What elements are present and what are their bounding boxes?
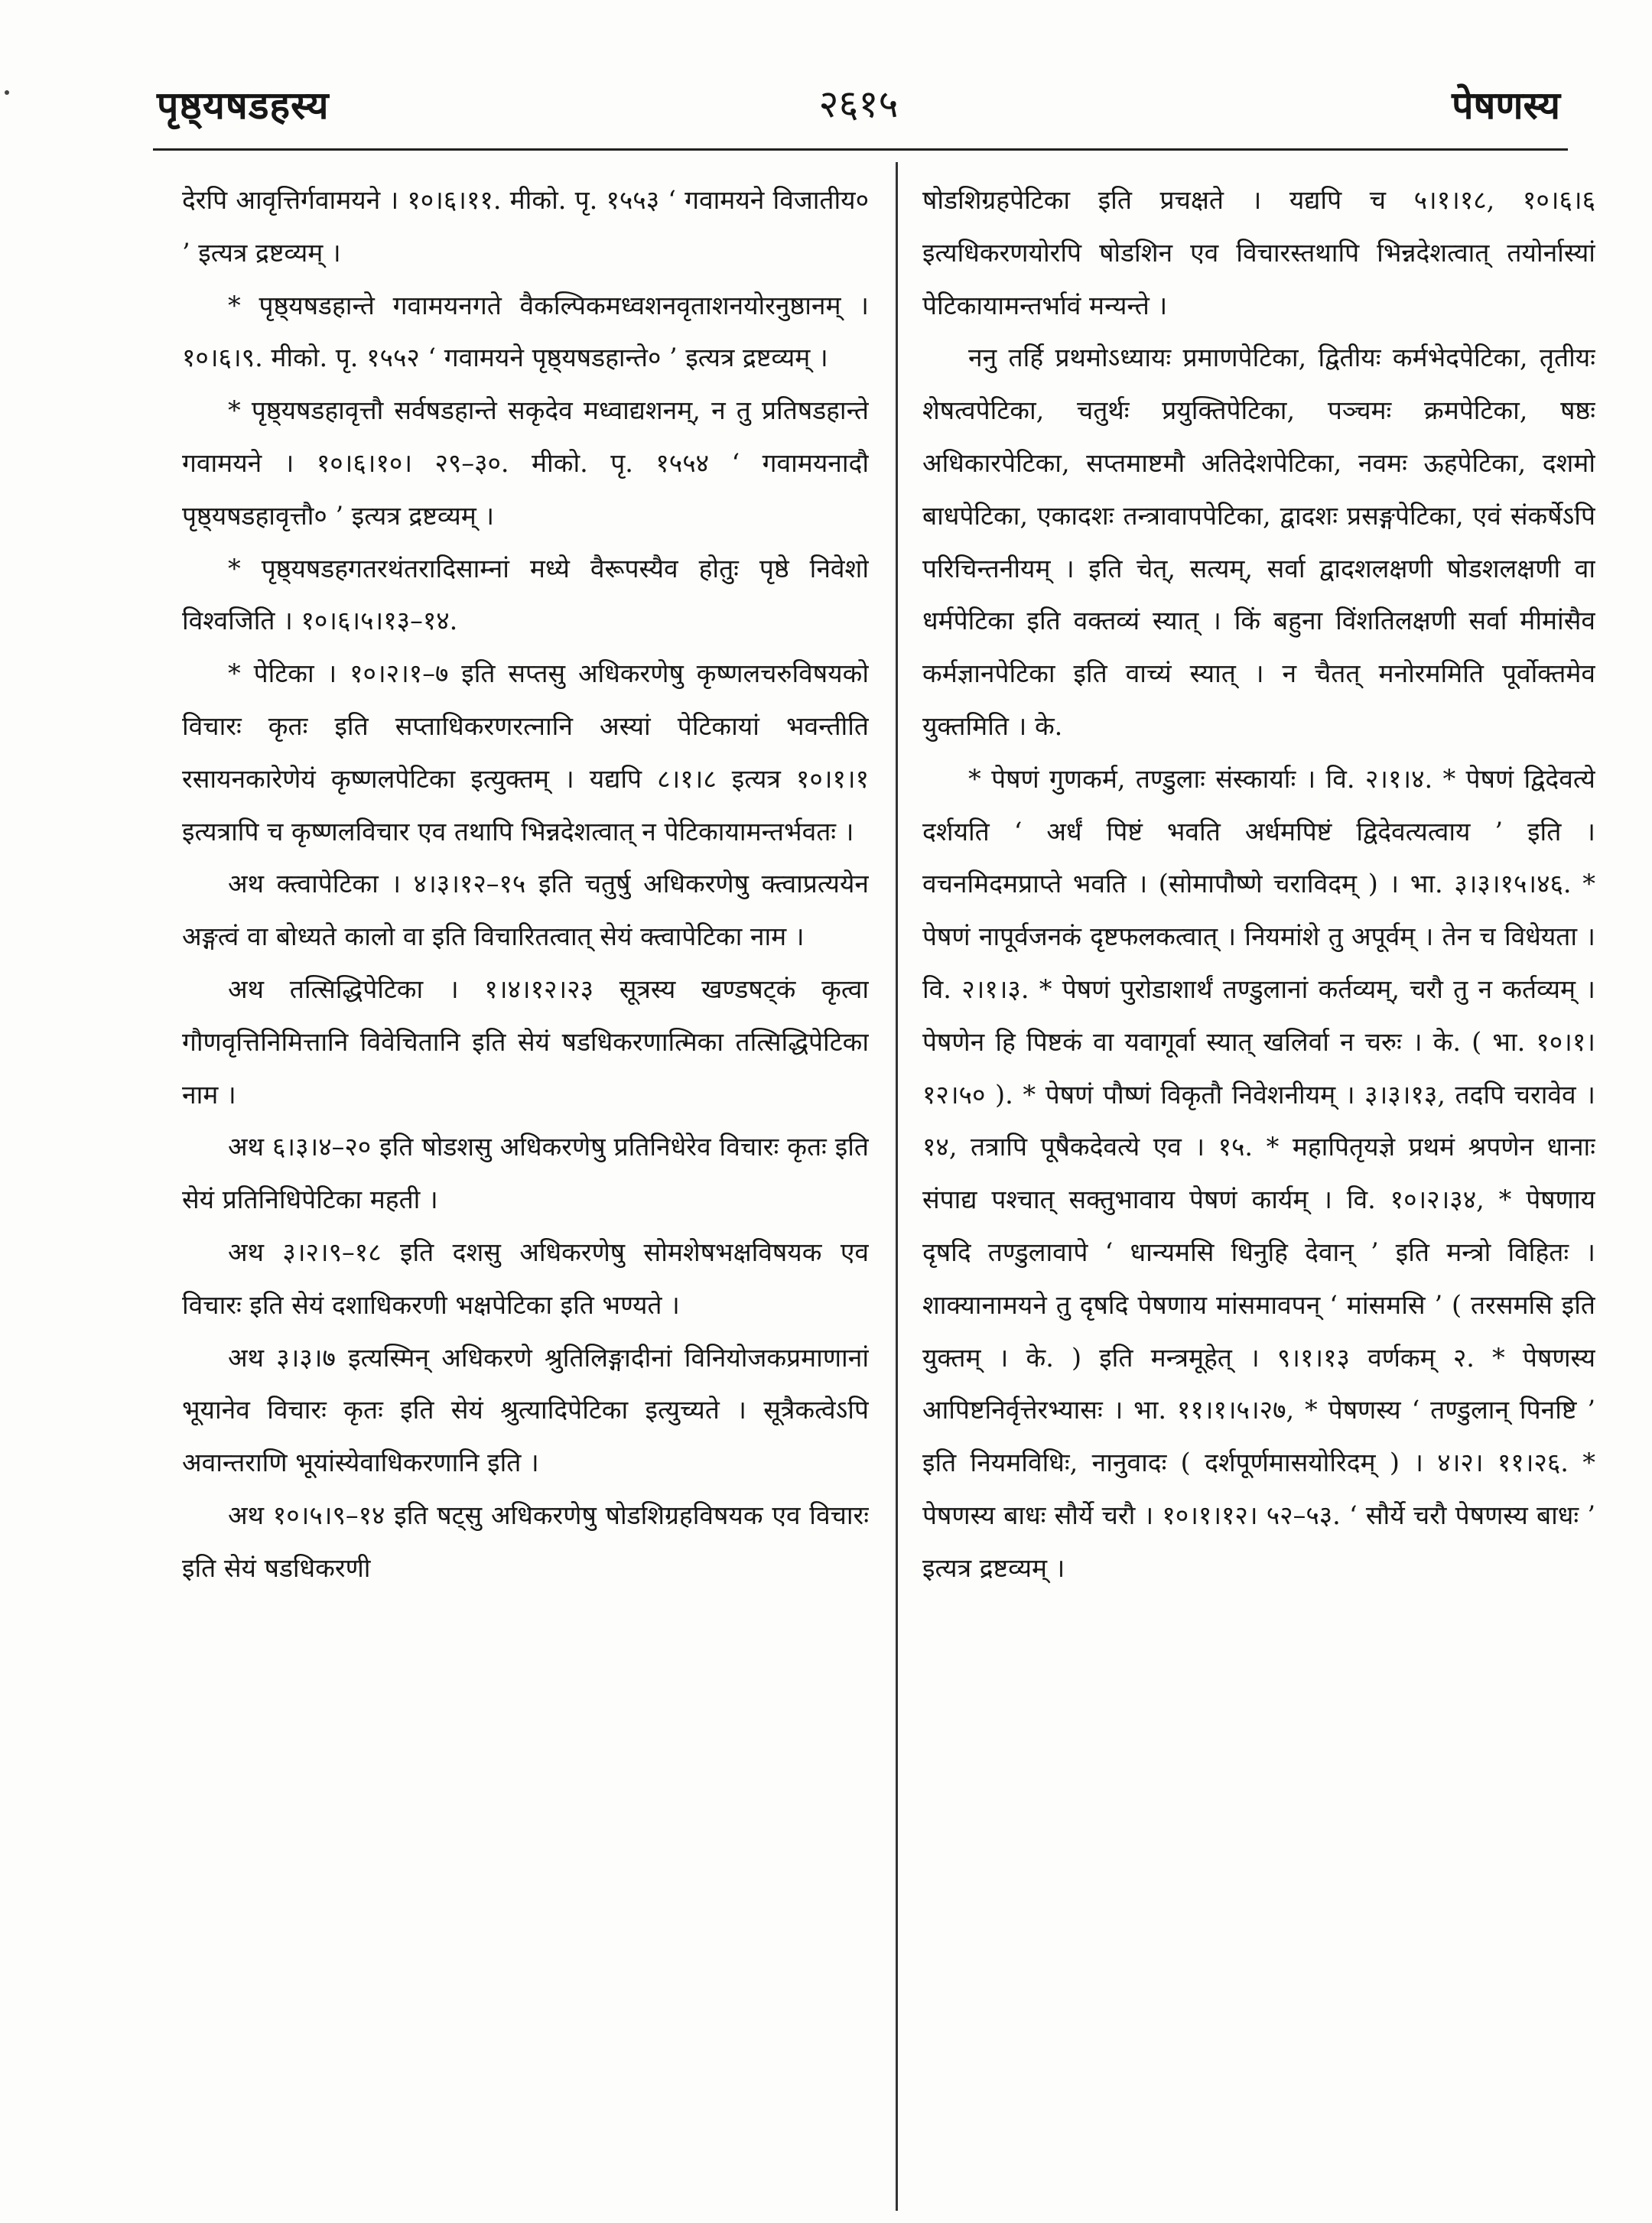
header-right-catchword: पेषणस्य xyxy=(1452,83,1560,128)
header-left-catchword: पृष्ठ्यषडहस्य xyxy=(157,83,330,128)
scan-mark xyxy=(5,90,9,95)
right-column xyxy=(922,174,1595,2212)
header-rule xyxy=(153,148,1568,151)
left-paragraph: देरपि आवृत्तिर्गवामयने । १०।६।११. मीको. पृ. १५५३ ‘ गवामयने विजातीय० ’ इत्यत्र द्रष्टव्यम् । xyxy=(182,185,869,268)
left-column xyxy=(182,174,869,2212)
page-header xyxy=(157,70,1560,141)
right-paragraph: ननु तर्हि प्रथमोऽध्यायः प्रमाणपेटिका, द्वितीयः कर्मभेदपेटिका, तृतीयः शेषत्वपेटिका, चतुर्थः प्रयुक्तिपेटिका, पञ्चमः क्रमपेटिका, षष्ठः अधिकारपेटिका, सप्तमाष्टमौ अतिदेशपेटिका, नवमः ऊहपेटिका, दशमो बाधपेटिका, एकादशः तन्त्रावापपेटिका, द्वादशः प्रसङ्गपेटिका, एवं संकर्षेऽपि परिचिन्तनीयम् । इति चेत्, सत्यम्, सर्वा द्वादशलक्षणी षोडशलक्षणी वा धर्मपेटिका इति वक्तव्यं स्यात् । किं बहुना विंशतिलक्षणी सर्वा मीमांसैव कर्मज्ञानपेटिका इति वाच्यं स्यात् । न चैतत् मनोरममिति पूर्वोक्तमेव युक्तमिति । के. xyxy=(922,343,1595,741)
left-paragraph: अथ तत्सिद्धिपेटिका । १।४।१२।२३ सूत्रस्य खण्डषट्कं कृत्वा गौणवृत्तिनिमित्तानि विवेचितानि इति सेयं षडधिकरणात्मिका तत्सिद्धिपेटिका नाम । xyxy=(182,973,869,1110)
left-paragraph: * पृष्ठ्यषडहावृत्तौ सर्वषडहान्ते सकृदेव मध्वाद्यशनम्, न तु प्रतिषडहान्ते गवामयने । १०।६।१०। २९–३०. मीको. पृ. १५५४ ‘ गवामयनादौ पृष्ठ्यषडहावृत्तौ० ’ इत्यत्र द्रष्टव्यम् । xyxy=(182,395,869,531)
left-paragraph: * पृष्ठ्यषडहान्ते गवामयनगते वैकल्पिकमध्वशनवृताशनयोरनुष्ठानम् । १०।६।९. मीको. पृ. १५५२ ‘ गवामयने पृष्ठ्यषडहान्ते० ’ इत्यत्र द्रष्टव्यम् । xyxy=(182,290,869,373)
left-paragraph: अथ १०।५।९–१४ इति षट्सु अधिकरणेषु षोडशिग्रहविषयक एव विचारः इति सेयं षडधिकरणी xyxy=(182,1500,869,1583)
left-paragraph: * पृष्ठ्यषडहगतरथंतरादिसाम्नां मध्ये वैरूपस्यैव होतुः पृष्ठे निवेशो विश्वजिति । १०।६।५।१३–१४. xyxy=(182,553,869,636)
right-paragraph: षोडशिग्रहपेटिका इति प्रचक्षते । यद्यपि च ५।१।१८, १०।६।६ इत्यधिकरणयोरपि षोडशिन एव विचारस्तथापि भिन्नदेशत्वात् तयोर्नास्यां पेटिकायामन्तर्भावं मन्यन्ते । xyxy=(922,185,1595,320)
column-divider xyxy=(896,162,898,2211)
left-paragraph: अथ ६।३।४–२० इति षोडशसु अधिकरणेषु प्रतिनिधेरेव विचारः कृतः इति सेयं प्रतिनिधिपेटिका महती । xyxy=(182,1132,869,1215)
left-paragraph: * पेटिका । १०।२।१–७ इति सप्तसु अधिकरणेषु कृष्णलचरुविषयको विचारः कृतः इति सप्ताधिकरणरत्नानि अस्यां पेटिकायां भवन्तीति रसायनकारेणेयं कृष्णलपेटिका इत्युक्तम् । यद्यपि ८।१।८ इत्यत्र १०।१।१ इत्यत्रापि च कृष्णलविचार एव तथापि भिन्नदेशत्वात् न पेटिकायामन्तर्भवतः । xyxy=(182,658,869,847)
right-paragraph: * पेषणं गुणकर्म, तण्डुलाः संस्कार्याः । वि. २।१।४. * पेषणं द्विदेवत्ये दर्शयति ‘ अर्धं पिष्टं भवति अर्धमपिष्टं द्विदेवत्यत्वाय ’ इति । वचनमिदमप्राप्ते भवति । (सोमापौष्णे चराविदम् ) । भा. ३।३।१५।४६. * पेषणं नापूर्वजनकं दृष्टफलकत्वात् । नियमांशे तु अपूर्वम् । तेन च विधेयता । वि. २।१।३. * पेषणं पुरोडाशार्थं तण्डुलानां कर्तव्यम्, चरौ तु न कर्तव्यम् । पेषणेन हि पिष्टकं वा यवागूर्वा स्यात् खलिर्वा न चरुः । के. ( भा. १०।१।१२।५० ). * पेषणं पौष्णं विकृतौ निवेशनीयम् । ३।३।१३, तदपि चरावेव । १४, तत्रापि पूषैकदेवत्ये एव । १५. * महापितृयज्ञे प्रथमं श्रपणेन धानाः संपाद्य पश्चात् सक्तुभावाय पेषणं कार्यम् । वि. १०।२।३४, * पेषणाय दृषदि तण्डुलावापे ‘ धान्यमसि धिनुहि देवान् ’ इति मन्त्रो विहितः । शाक्यानामयने तु दृषदि पेषणाय मांसमावपन् ‘ मांसमसि ’ ( तरसमसि इति युक्तम् । के. ) इति मन्त्रमूहेत् । ९।१।१३ वर्णकम् २. * पेषणस्य आपिष्टनिर्वृत्तेरभ्यासः । भा. ११।१।५।२७, * पेषणस्य ‘ तण्डुलान् पिनष्टि ’ इति नियमविधिः, नानुवादः ( दर्शपूर्णमासयोरिदम् ) । ४।२। ११।२६. * पेषणस्य बाधः सौर्ये चरौ । १०।१।१२। ५२–५३. ‘ सौर्ये चरौ पेषणस्य बाधः ’ इत्यत्र द्रष्टव्यम् । xyxy=(922,763,1595,1583)
left-paragraph: अथ ३।३।७ इत्यस्मिन् अधिकरणे श्रुतिलिङ्गादीनां विनियोजकप्रमाणानां भूयानेव विचारः कृतः इति सेयं श्रुत्यादिपेटिका इत्युच्यते । सूत्रैकत्वेऽपि अवान्तराणि भूयांस्येवाधिकरणानि इति । xyxy=(182,1342,869,1478)
page-number: २६१५ xyxy=(818,82,899,126)
left-paragraph: अथ ३।२।९–१८ इति दशसु अधिकरणेषु सोमशेषभक्षविषयक एव विचारः इति सेयं दशाधिकरणी भक्षपेटिका इति भण्यते । xyxy=(182,1237,869,1320)
left-paragraph: अथ क्त्वापेटिका । ४।३।१२–१५ इति चतुर्षु अधिकरणेषु क्त्वाप्रत्ययेन अङ्गत्वं वा बोध्यते कालो वा इति विचारितत्वात् सेयं क्त्वापेटिका नाम । xyxy=(182,869,869,952)
